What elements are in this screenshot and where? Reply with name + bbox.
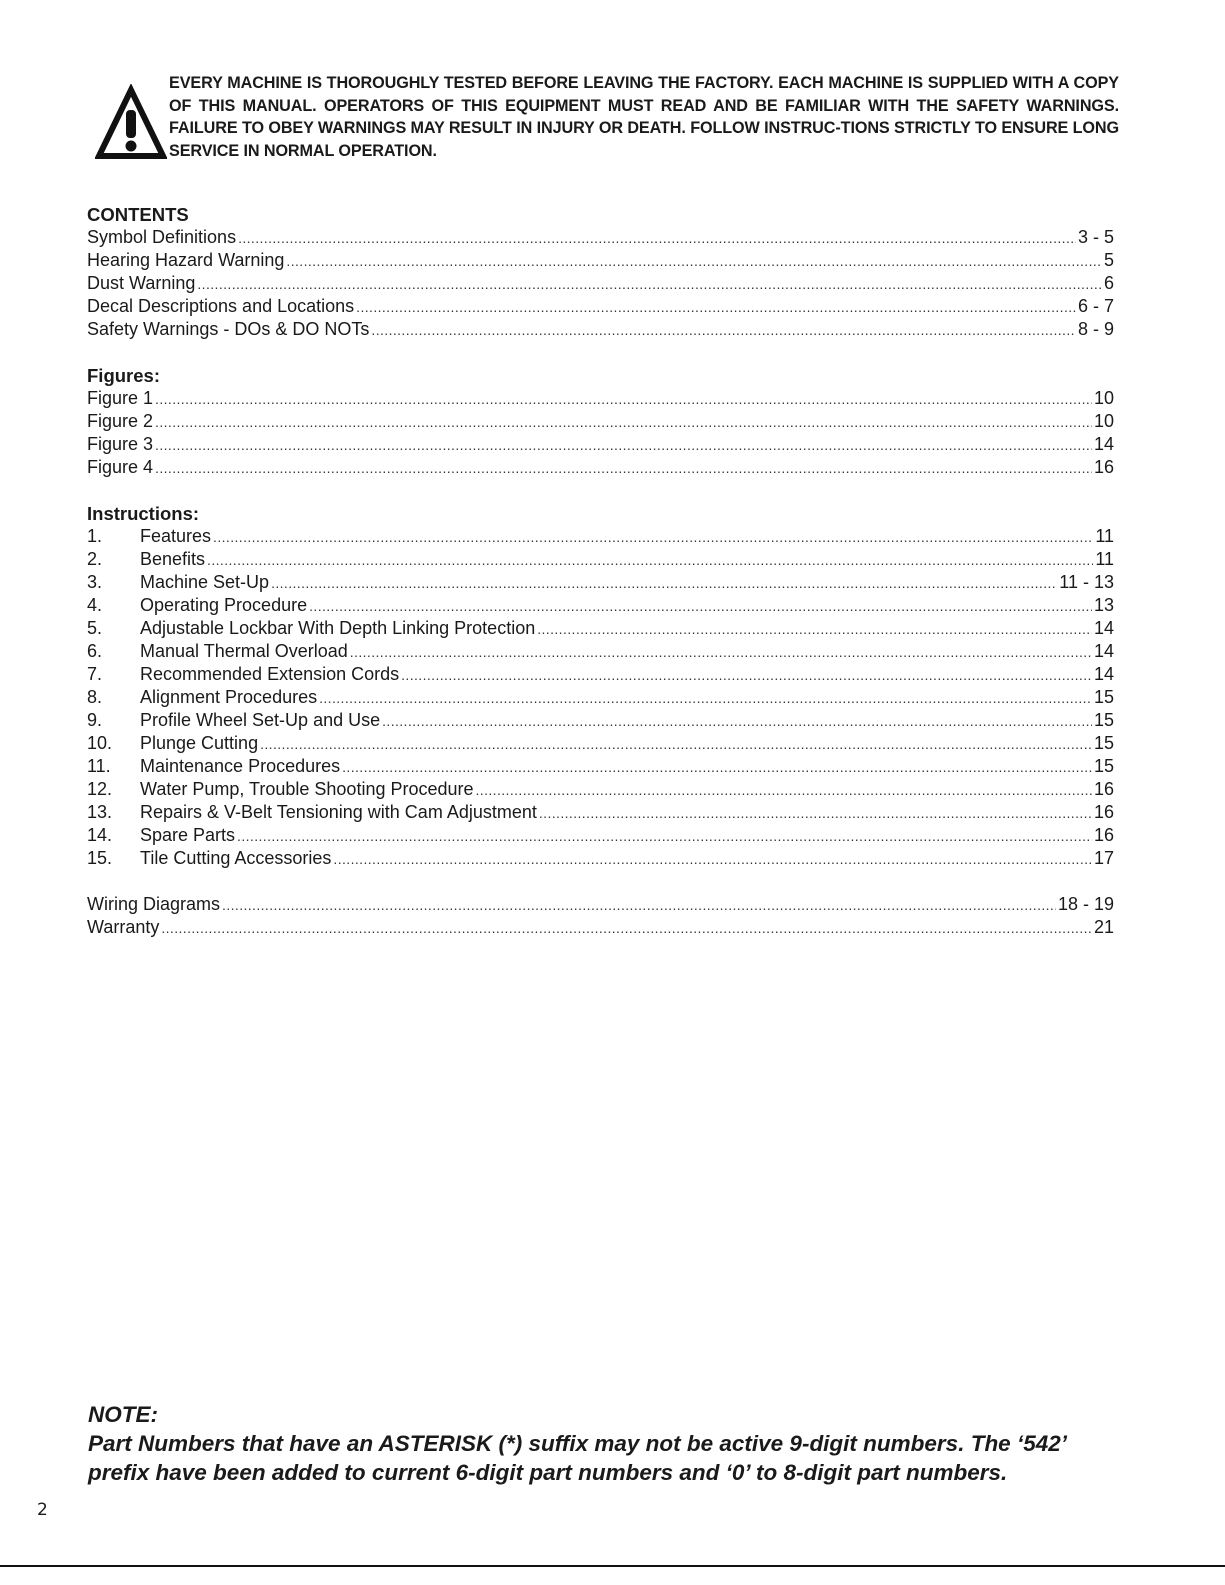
toc-entry-page: 6 <box>1103 273 1114 293</box>
toc-entry-page: 16 <box>1093 825 1114 845</box>
toc-entry-label: Dust Warning <box>87 273 196 293</box>
toc-entry-page: 16 <box>1093 779 1114 799</box>
toc-entry-label: Figure 4 <box>87 457 154 477</box>
dot-leader <box>213 526 1093 549</box>
note-heading: NOTE: <box>88 1402 158 1427</box>
dot-leader <box>238 227 1076 250</box>
toc-entry-label: Figure 3 <box>87 434 154 454</box>
toc-entry[interactable] <box>87 548 1114 571</box>
toc-entry[interactable] <box>87 571 1114 594</box>
toc-entry[interactable] <box>87 847 1114 870</box>
toc-entry[interactable] <box>87 663 1114 686</box>
toc-entry-number: 5. <box>87 618 103 638</box>
dot-leader <box>155 457 1092 480</box>
dot-leader <box>207 549 1093 572</box>
toc-entry-page: 6 - 7 <box>1077 296 1114 316</box>
toc-entry[interactable] <box>87 801 1114 824</box>
table-of-contents <box>87 203 1114 939</box>
page-number: 2 <box>37 1500 48 1520</box>
dot-leader <box>260 733 1092 756</box>
toc-entry-number: 8. <box>87 687 103 707</box>
toc-entry-label: Tile Cutting Accessories <box>140 848 332 868</box>
toc-entry-label: Decal Descriptions and Locations <box>87 296 355 316</box>
toc-entry[interactable] <box>87 226 1114 249</box>
toc-entry-page: 11 <box>1095 549 1114 569</box>
dot-leader <box>155 411 1092 434</box>
toc-entry-label: Wiring Diagrams <box>87 894 221 914</box>
toc-entry[interactable] <box>87 295 1114 318</box>
figures-heading: Figures: <box>87 365 160 386</box>
toc-entry[interactable] <box>87 433 1114 456</box>
toc-entry-page: 16 <box>1093 802 1114 822</box>
toc-entry[interactable] <box>87 686 1114 709</box>
toc-entry-label: Safety Warnings - DOs & DO NOTs <box>87 319 370 339</box>
section-gap <box>87 479 1114 502</box>
note-line-2: prefix have been added to current 6-digit part numbers and ‘0’ to 8-digit part numbers. <box>88 1460 1008 1485</box>
toc-entry-number: 12. <box>87 779 113 799</box>
dot-leader <box>161 917 1092 940</box>
toc-entry-number: 13. <box>87 802 113 822</box>
part-number-note <box>88 1400 1128 1487</box>
toc-entry-number: 2. <box>87 549 103 569</box>
toc-entry-label: Hearing Hazard Warning <box>87 250 285 270</box>
toc-entry-label: Spare Parts <box>140 825 236 845</box>
toc-entry-number: 1. <box>87 526 103 546</box>
toc-entry-page: 15 <box>1093 710 1114 730</box>
toc-entry-page: 14 <box>1093 664 1114 684</box>
toc-entry[interactable] <box>87 732 1114 755</box>
toc-entry-number: 7. <box>87 664 103 684</box>
toc-entry-number: 14. <box>87 825 113 845</box>
toc-entry-label: Features <box>140 526 212 546</box>
instructions-heading: Instructions: <box>87 503 200 524</box>
toc-entry-page: 13 <box>1093 595 1114 615</box>
toc-entry[interactable] <box>87 249 1114 272</box>
toc-entry[interactable] <box>87 387 1114 410</box>
toc-entry[interactable] <box>87 617 1114 640</box>
toc-entry-page: 15 <box>1093 756 1114 776</box>
toc-entry-label: Maintenance Procedures <box>140 756 341 776</box>
toc-entry-label: Figure 2 <box>87 411 154 431</box>
dot-leader <box>155 434 1092 457</box>
toc-entry-page: 14 <box>1093 618 1114 638</box>
dot-leader <box>401 664 1092 687</box>
toc-entry[interactable] <box>87 525 1114 548</box>
toc-entry-page: 3 - 5 <box>1077 227 1114 247</box>
dot-leader <box>222 894 1056 917</box>
toc-entry-page: 17 <box>1093 848 1114 868</box>
dot-leader <box>319 687 1092 710</box>
dot-leader <box>197 273 1102 296</box>
toc-entry-number: 10. <box>87 733 113 753</box>
toc-entry-page: 5 <box>1103 250 1114 270</box>
toc-entry[interactable] <box>87 272 1114 295</box>
toc-entry-number: 6. <box>87 641 103 661</box>
dot-leader <box>350 641 1092 664</box>
toc-entry[interactable] <box>87 456 1114 479</box>
contents-heading: CONTENTS <box>87 204 189 225</box>
dot-leader <box>155 388 1092 411</box>
toc-entry[interactable] <box>87 318 1114 341</box>
dot-leader <box>537 618 1092 641</box>
toc-entry-page: 15 <box>1093 733 1114 753</box>
toc-entry-label: Plunge Cutting <box>140 733 259 753</box>
bottom-rule <box>0 1565 1225 1567</box>
toc-entry-number: 9. <box>87 710 103 730</box>
toc-entry-page: 10 <box>1093 388 1114 408</box>
toc-entry[interactable] <box>87 640 1114 663</box>
dot-leader <box>382 710 1092 733</box>
toc-entry-page: 11 <box>1095 526 1114 546</box>
toc-entry-label: Profile Wheel Set-Up and Use <box>140 710 381 730</box>
toc-entry[interactable] <box>87 916 1114 939</box>
toc-entry-number: 4. <box>87 595 103 615</box>
dot-leader <box>356 296 1076 319</box>
toc-entry-page: 21 <box>1093 917 1114 937</box>
toc-entry-label: Repairs & V-Belt Tensioning with Cam Adjustment <box>140 802 537 822</box>
dot-leader <box>342 756 1092 779</box>
toc-entry-label: Alignment Procedures <box>140 687 318 707</box>
toc-entry-label: Recommended Extension Cords <box>140 664 400 684</box>
note-line-1: Part Numbers that have an ASTERISK (*) suffix may not be active 9-digit numbers. The ‘542’ <box>88 1431 1067 1456</box>
toc-entry-label: Adjustable Lockbar With Depth Linking Protection <box>140 618 536 638</box>
toc-entry-label: Operating Procedure <box>140 595 308 615</box>
toc-entry-label: Water Pump, Trouble Shooting Procedure <box>140 779 474 799</box>
toc-entry[interactable] <box>87 893 1114 916</box>
toc-entry-page: 16 <box>1093 457 1114 477</box>
toc-entry-number: 11. <box>87 756 111 776</box>
warning-triangle-icon <box>95 84 167 160</box>
toc-entry-page: 11 - 13 <box>1059 572 1114 592</box>
toc-entry[interactable] <box>87 594 1114 617</box>
toc-entry[interactable] <box>87 824 1114 847</box>
toc-entry[interactable] <box>87 778 1114 801</box>
section-gap <box>87 341 1114 364</box>
dot-leader <box>286 250 1102 273</box>
dot-leader <box>237 825 1092 848</box>
dot-leader <box>271 572 1057 595</box>
toc-entry-number: 15. <box>87 848 113 868</box>
toc-entry-page: 18 - 19 <box>1057 894 1114 914</box>
toc-entry-label: Benefits <box>140 549 206 569</box>
dot-leader <box>309 595 1092 618</box>
toc-entry-page: 10 <box>1093 411 1114 431</box>
toc-entry-label: Machine Set-Up <box>140 572 270 592</box>
toc-entry-page: 8 - 9 <box>1077 319 1114 339</box>
section-gap <box>87 870 1114 893</box>
toc-entry-label: Symbol Definitions <box>87 227 237 247</box>
dot-leader <box>476 779 1092 802</box>
dot-leader <box>333 848 1092 871</box>
toc-entry[interactable] <box>87 410 1114 433</box>
toc-entry-page: 14 <box>1093 434 1114 454</box>
toc-entry-page: 15 <box>1093 687 1114 707</box>
toc-entry-label: Figure 1 <box>87 388 154 408</box>
toc-entry-number: 3. <box>87 572 103 592</box>
toc-entry-label: Manual Thermal Overload <box>140 641 348 661</box>
toc-entry[interactable] <box>87 709 1114 732</box>
dot-leader <box>371 319 1076 342</box>
warning-text: EVERY MACHINE IS THOROUGHLY TESTED BEFORE LEAVING THE FACTORY. EACH MACHINE IS SUPPLIED WITH A COPY OF THIS MANUAL. OPERATORS OF THIS EQUIPMENT MUST READ AND BE FAMILIAR WITH THE SAFETY WARNINGS. FAILURE TO OBEY WARNINGS MAY RESULT IN INJURY OR DEATH. FOLLOW INSTRUC-TIONS STRICTLY TO ENSURE LONG SERVICE IN NORMAL OPERATION. <box>169 74 1119 160</box>
toc-entry[interactable] <box>87 755 1114 778</box>
dot-leader <box>539 802 1092 825</box>
safety-warning-block <box>95 72 1120 172</box>
toc-entry-label: Warranty <box>87 917 160 937</box>
toc-entry-page: 14 <box>1093 641 1114 661</box>
